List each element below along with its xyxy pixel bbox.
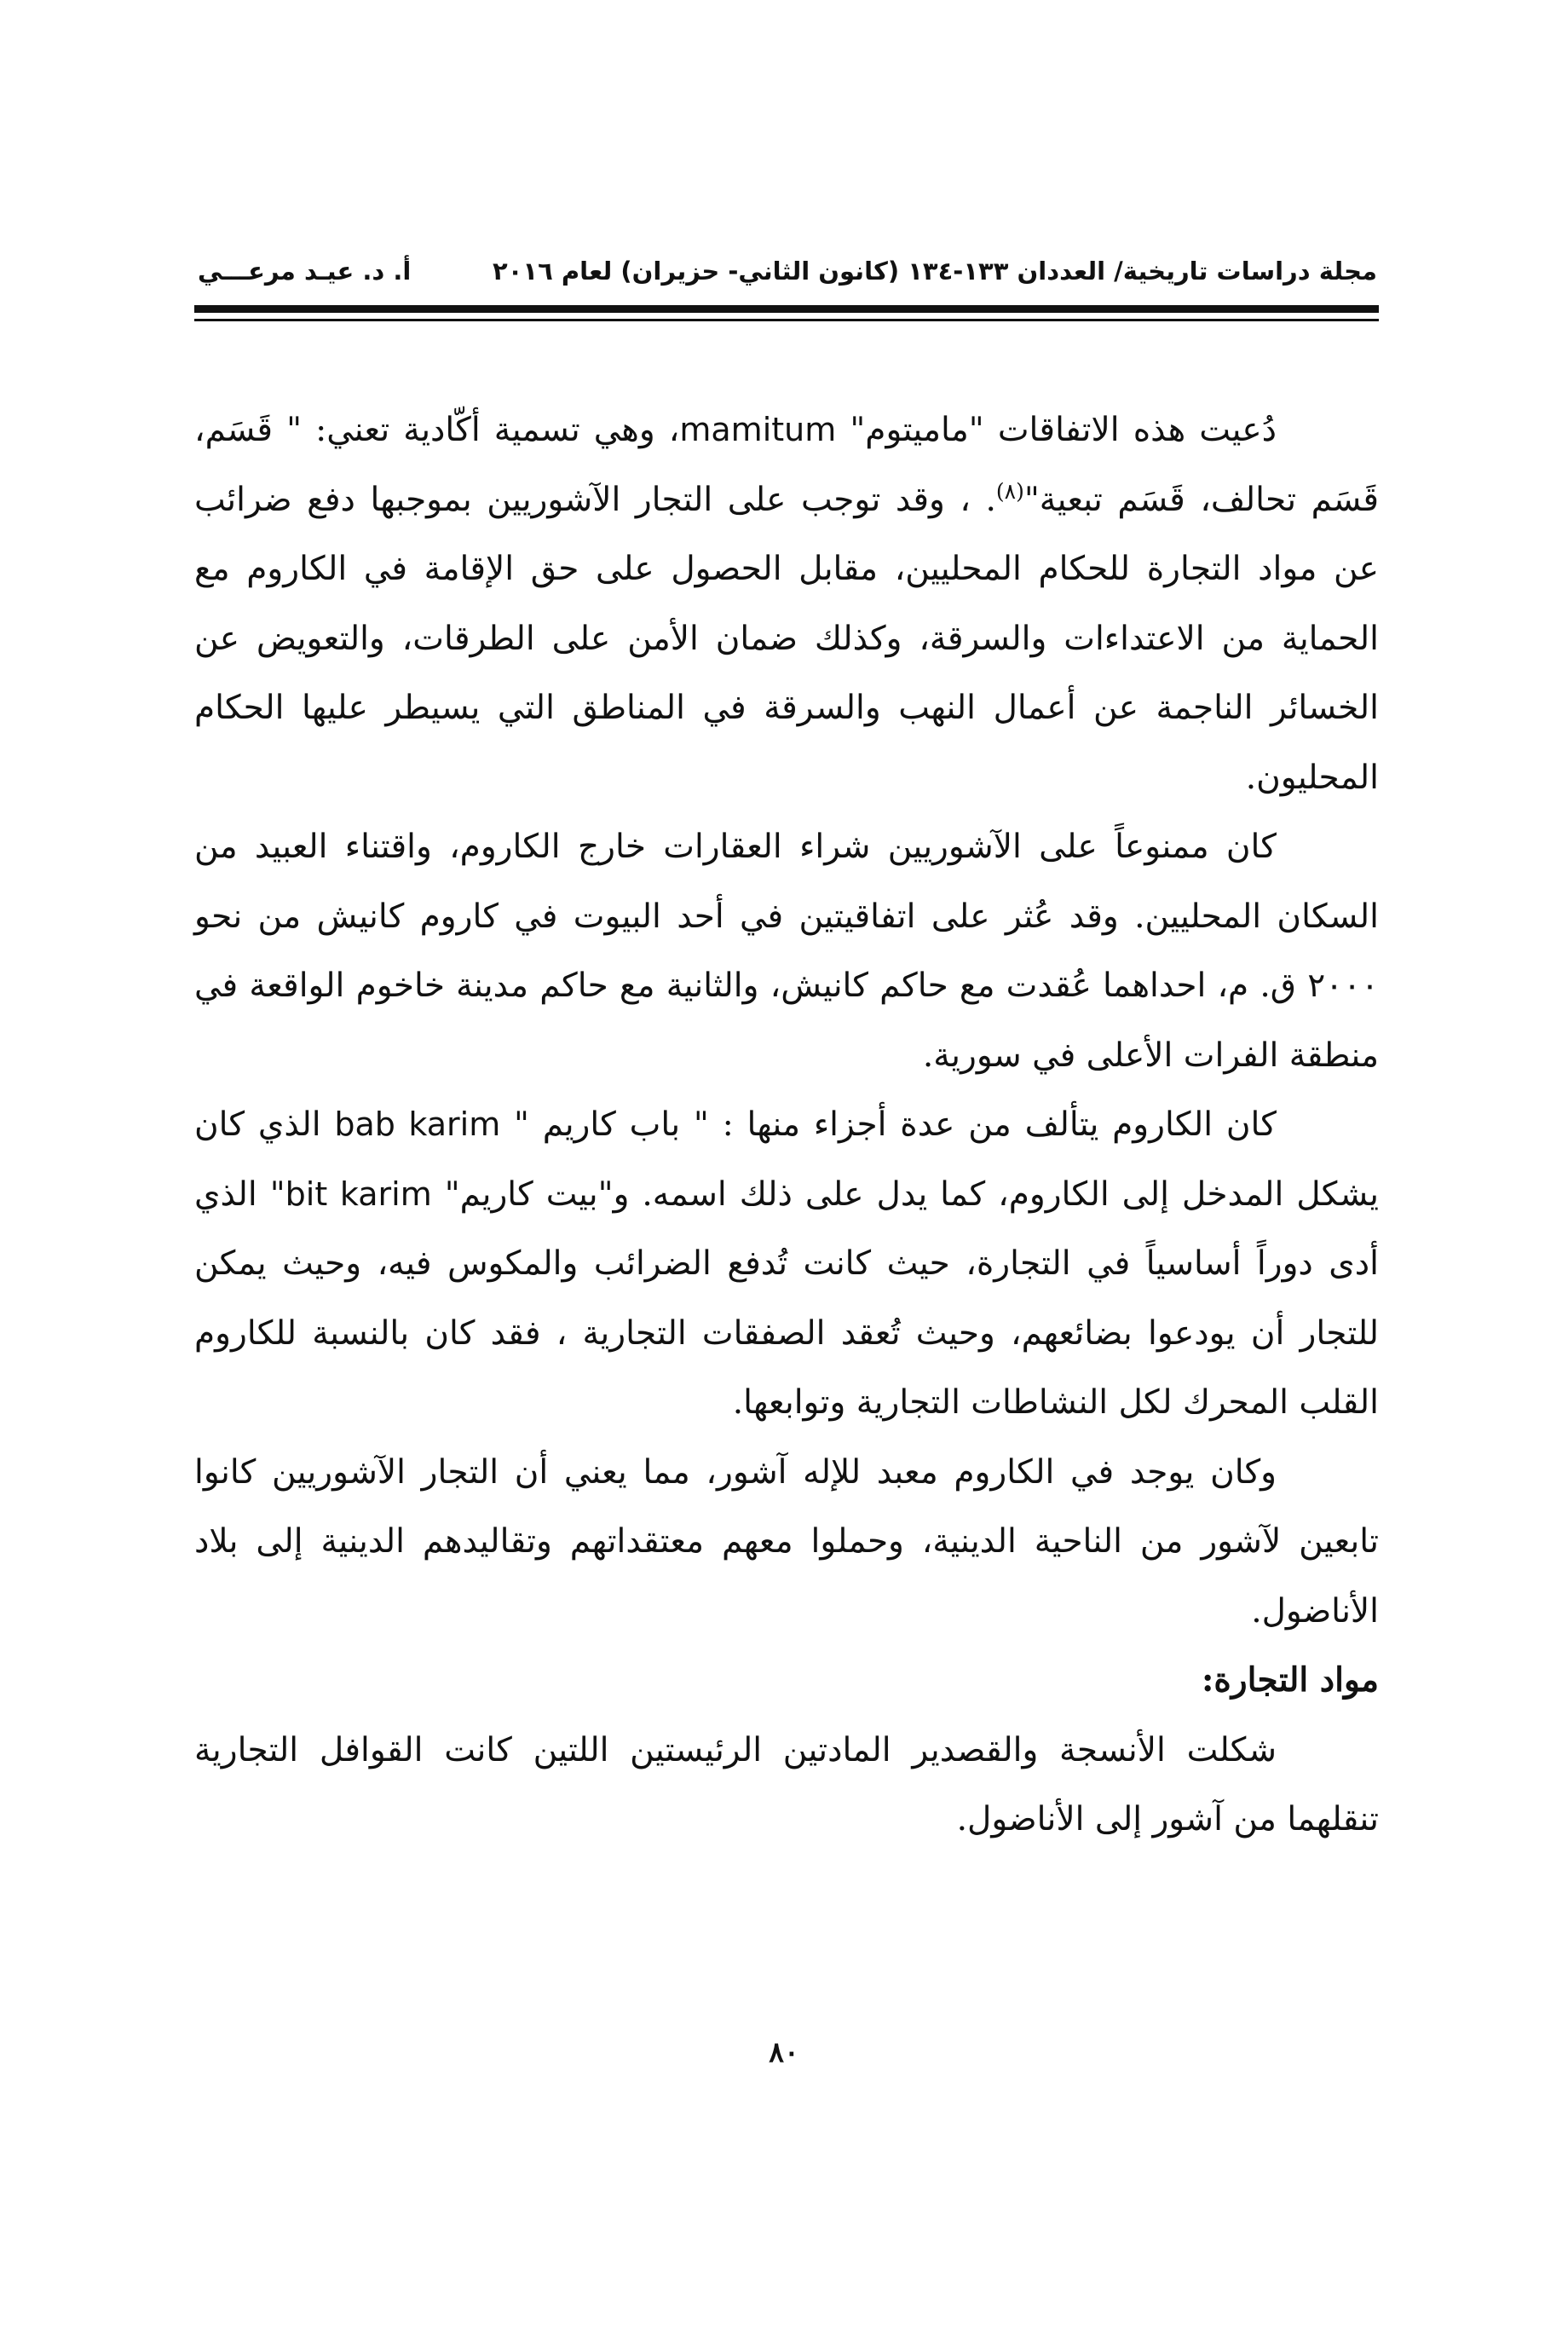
paragraph-text: ، وهي تسمية أكّادية تعني: " قَسَم، قَسَم تحالف، قَسَم تبعية" xyxy=(194,411,1379,519)
header-rule-thick xyxy=(194,305,1379,313)
paragraph-mamitum xyxy=(194,395,1379,812)
page-number: ٨٠ xyxy=(769,2035,799,2069)
section-heading: مواد التجارة: xyxy=(1201,1660,1379,1700)
latin-term-bit-karim: bit karim xyxy=(285,1175,432,1213)
paragraph-karum-parts xyxy=(194,1090,1379,1438)
running-header xyxy=(198,247,1377,295)
paragraph-text: كان الكاروم يتألف من عدة أجزاء منها : " باب كاريم " xyxy=(500,1105,1277,1144)
paragraph-text: . ، وقد توجب على التجار الآشوريين بموجبها دفع ضرائب عن مواد التجارة للحكام المحليين، مقابل الحصول على حق الإقامة في الكاروم مع الحماية من الاعتداءات والسرقة، وكذلك ضمان الأمن على الطرقات، والتعويض عن الخسائر الناجمة عن أعمال النهب والسرقة في المناطق التي يسيطر عليها الحكام المحليون. xyxy=(194,480,1380,797)
latin-term-bab-karim: bab karim xyxy=(334,1105,501,1143)
author-name: أ. د. عيـد مرعـــي xyxy=(198,257,412,286)
paragraph-prohibitions: كان ممنوعاً على الآشوريين شراء العقارات خارج الكاروم، واقتناء العبيد من السكان المحليين. وقد عُثر على اتفاقيتين في أحد البيوت في كاروم كانيش من نحو ٢٠٠٠ ق. م، احداهما عُقدت مع حاكم كانيش، والثانية مع حاكم مدينة خاخوم الواقعة في منطقة الفرات الأعلى في سورية. xyxy=(194,828,1379,1075)
paragraph-temple: وكان يوجد في الكاروم معبد للإله آشور، مما يعني أن التجار الآشوريين كانوا تابعين لآشور من الناحية الدينية، وحملوا معهم معتقداتهم وتقاليدهم الدينية إلى بلاد الأناضول. xyxy=(194,1452,1379,1631)
paragraph-text: " الذي أدى دوراً أساسياً في التجارة، حيث كانت تُدفع الضرائب والمكوس فيه، وحيث يمكن للتجار أن يودعوا بضائعهم، وحيث تُعقد الصفقات التجارية ، فقد كان بالنسبة للكاروم القلب المحرك لكل النشاطات التجارية وتوابعها. xyxy=(194,1175,1379,1422)
paragraph-text: دُعيت هذه الاتفاقات "ماميتوم" xyxy=(836,411,1277,449)
header-rule-thin xyxy=(194,319,1379,321)
article-body xyxy=(194,395,1379,1855)
journal-title: مجلة دراسات تاريخية/ العددان ١٣٣-١٣٤ (كانون الثاني- حزيران) لعام ٢٠١٦ xyxy=(493,257,1377,286)
latin-term-mamitum: mamitum xyxy=(679,411,837,448)
paragraph-text: الذي كان يشكل المدخل إلى الكاروم، كما يدل على ذلك اسمه. و"بيت كاريم" xyxy=(194,1105,1379,1214)
paragraph-trade-materials: شكلت الأنسجة والقصدير المادتين الرئيستين اللتين كانت القوافل التجارية تنقلهما من آشور إلى الأناضول. xyxy=(194,1730,1379,1838)
footnote-reference[interactable]: (٨) xyxy=(995,478,1024,504)
